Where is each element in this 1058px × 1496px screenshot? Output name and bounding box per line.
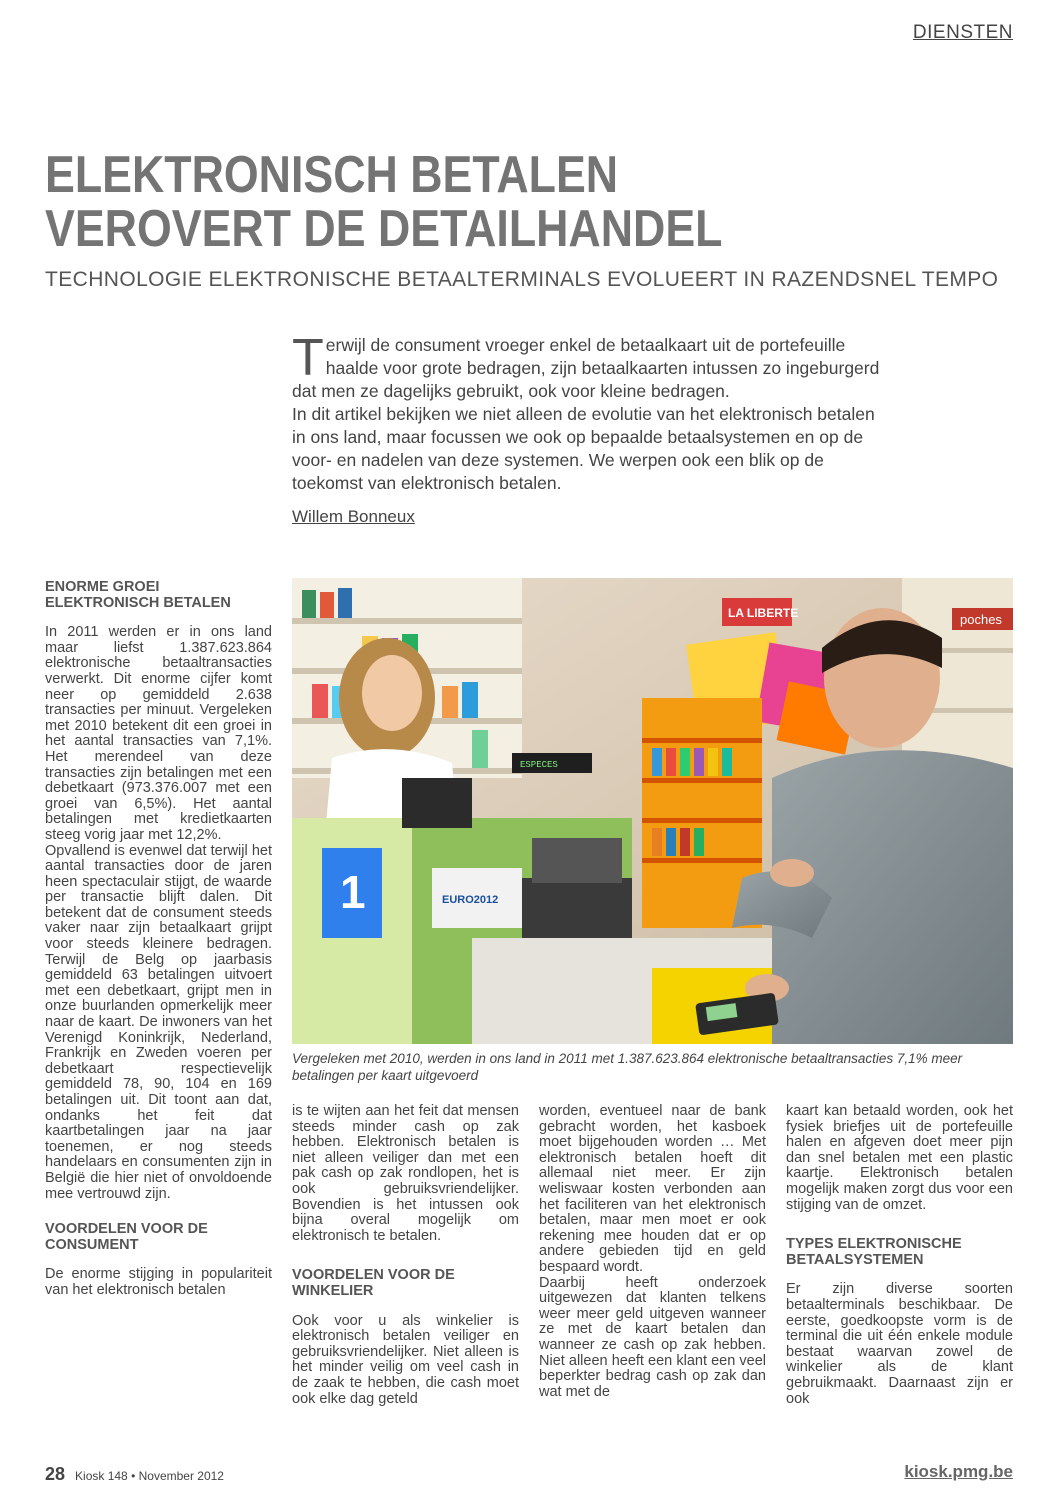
column2-heading: VOORDELEN VOOR DE WINKELIER [292,1267,455,1299]
website-link[interactable]: kiosk.pmg.be [904,1462,1013,1481]
column1-paragraph-3: De enorme stijging in populariteit van het elektronisch betalen [45,1266,272,1298]
column1-heading-2: VOORDELEN VOOR DE CONSUMENT [45,1221,208,1253]
column-4 [786,1104,1013,1407]
headline-line-1: ELEKTRONISCH BETALEN [45,146,619,204]
sign-poches: poches [960,612,1002,627]
store-photo-illustration [292,578,1013,1044]
display-especes: ESPECES [520,760,558,770]
subheadline: TECHNOLOGIE ELEKTRONISCHE BETAALTERMINALS EVOLUEERT IN RAZENDSNEL TEMPO [45,268,999,291]
column-1 [45,580,272,1299]
sign-number-one: 1 [340,866,366,918]
column-3 [539,1104,766,1400]
sign-euro2012: EURO2012 [442,894,499,906]
author-link[interactable]: Willem Bonneux [292,507,415,526]
headline [45,148,819,256]
sign-la-liberte: LA LIBERTE [728,606,799,620]
intro-paragraph-1 [292,329,892,403]
column-2 [292,1104,519,1407]
column2-paragraph-1: is te wijten aan het feit dat mensen steeds minder cash op zak hebben. Elektronisch betalen is niet alleen veiliger dan met een pak cash op zak rondlopen, het is ook gebruiksvriendelijker. Bovendien is het intussen ook bijna overal mogelijk om elektronisch te betalen. [292,1103,519,1244]
column1-paragraph-2: Opvallend is evenwel dat terwijl het aantal transacties door de jaren heen spectaculair stijgt, de waarde per transactie blijft dalen. Dit betekent dat de consument steeds vaker naar zijn betaalkaart grijpt voor steeds kleinere bedragen. Terwijl de Belg op jaarbasis gemiddeld 63 betalingen uitvoert met een debetkaart, grijpt men in onze buurlanden opmerkelijk meer naar de kaart. De inwoners van het Verenigd Koninkrijk, Nederland, Frankrijk en Zweden voeren per debetkaart respectievelijk gemiddeld 78, 90, 104 en 169 betalingen uit. Dit toont aan dat, ondanks het feit dat kaartbetalingen jaar na jaar toenemen, er nog steeds handelaars en consumenten zijn in België die hier niet of onvoldoende mee vertrouwd zijn. [45,842,272,1202]
photo-caption: Vergeleken met 2010, werden in ons land in 2011 met 1.387.623.864 elektronische betaaltransacties 7,1% meer betalingen per kaart uitgevoerd [292,1051,963,1083]
column2-paragraph-2: Ook voor u als winkelier is elektronisch betalen veiliger en gebruiksvriendelijker. Niet alleen is het minder veilig om veel cash in de zaak te hebben, die cash moet ook elke dag geteld [292,1312,519,1407]
store-photo [292,578,1013,1044]
footer-left [45,1464,224,1485]
intro-text-1: erwijl de consument vroeger enkel de betaalkaart uit de portefeuille haalde voor grote bedragen, zijn betaalkaarten intussen zo ingeburgerd dat men ze dagelijks gebruikt, ook voor kleine bedragen. [292,335,880,401]
issue-info: Kiosk 148 • November 2012 [75,1469,224,1483]
page-number: 28 [45,1464,66,1484]
intro-paragraph-2: In dit artikel bekijken we niet alleen de evolutie van het elektronisch betalen in ons land, maar focussen we ook op bepaalde betaalsystemen en op de voor- en nadelen van deze systemen. We werpen ook een blik op de toekomst van elektronisch betalen. [292,404,875,493]
section-tag: DIENSTEN [912,22,1013,43]
dropcap: T [292,329,324,387]
column4-paragraph-1: kaart kan betaald worden, ook het fysiek briefjes uit de portefeuille halen en afgeven doet meer pijn dan snel betalen met een plastic kaartje. Elektronisch betalen mogelijk maken zorgt dus voor een stijging van de omzet. [786,1103,1013,1213]
column4-heading: TYPES ELEKTRONISCHE BETAALSYSTEMEN [786,1236,962,1268]
intro [292,329,892,495]
column1-heading-1: ENORME GROEI ELEKTRONISCH BETALEN [45,579,231,611]
column3-paragraph-2: Daarbij heeft onderzoek uitgewezen dat klanten telkens weer meer geld uitgeven wanneer ze met de kaart betalen dan wanneer ze cash op zak hebben. Niet alleen heeft een klant een veel beperkter bedrag cash op zak dan wat met de [539,1274,766,1400]
headline-line-2: VEROVERT DE DETAILHANDEL [45,200,723,258]
column1-paragraph-1: In 2011 werden er in ons land maar liefst 1.387.623.864 elektronische betaaltransacties verwerkt. Dit enorme cijfer komt neer op gemiddeld 2.638 transacties per minuut. Vergeleken met 2010 betekent dit een groei in het aantal transacties van 7,1%. Het merendeel van deze transacties zijn betalingen met een debetkaart (973.376.007 met een groei van 6,5%). Het aantal betalingen met kredietkaarten steeg vorig jaar met 12,2%. [45,624,272,843]
column3-paragraph-1: worden, eventueel naar de bank gebracht worden, het kasboek moet bijgehouden worden … Met elektronisch betalen hoeft dit allemaal niet meer. Er zijn weliswaar kosten verbonden aan het faciliteren van het elektronisch betalen, maar men moet er ook rekening mee houden dat er op andere gebieden tijd en geld bespaard wordt. [539,1103,766,1275]
column4-paragraph-2: Er zijn diverse soorten betaalterminals beschikbaar. De eerste, goedkoopste vorm is de terminal die uit één enkele module bestaat waarvan zowel de winkelier als de klant gebruikmaakt. Daarnaast zijn er ook [786,1281,1013,1407]
